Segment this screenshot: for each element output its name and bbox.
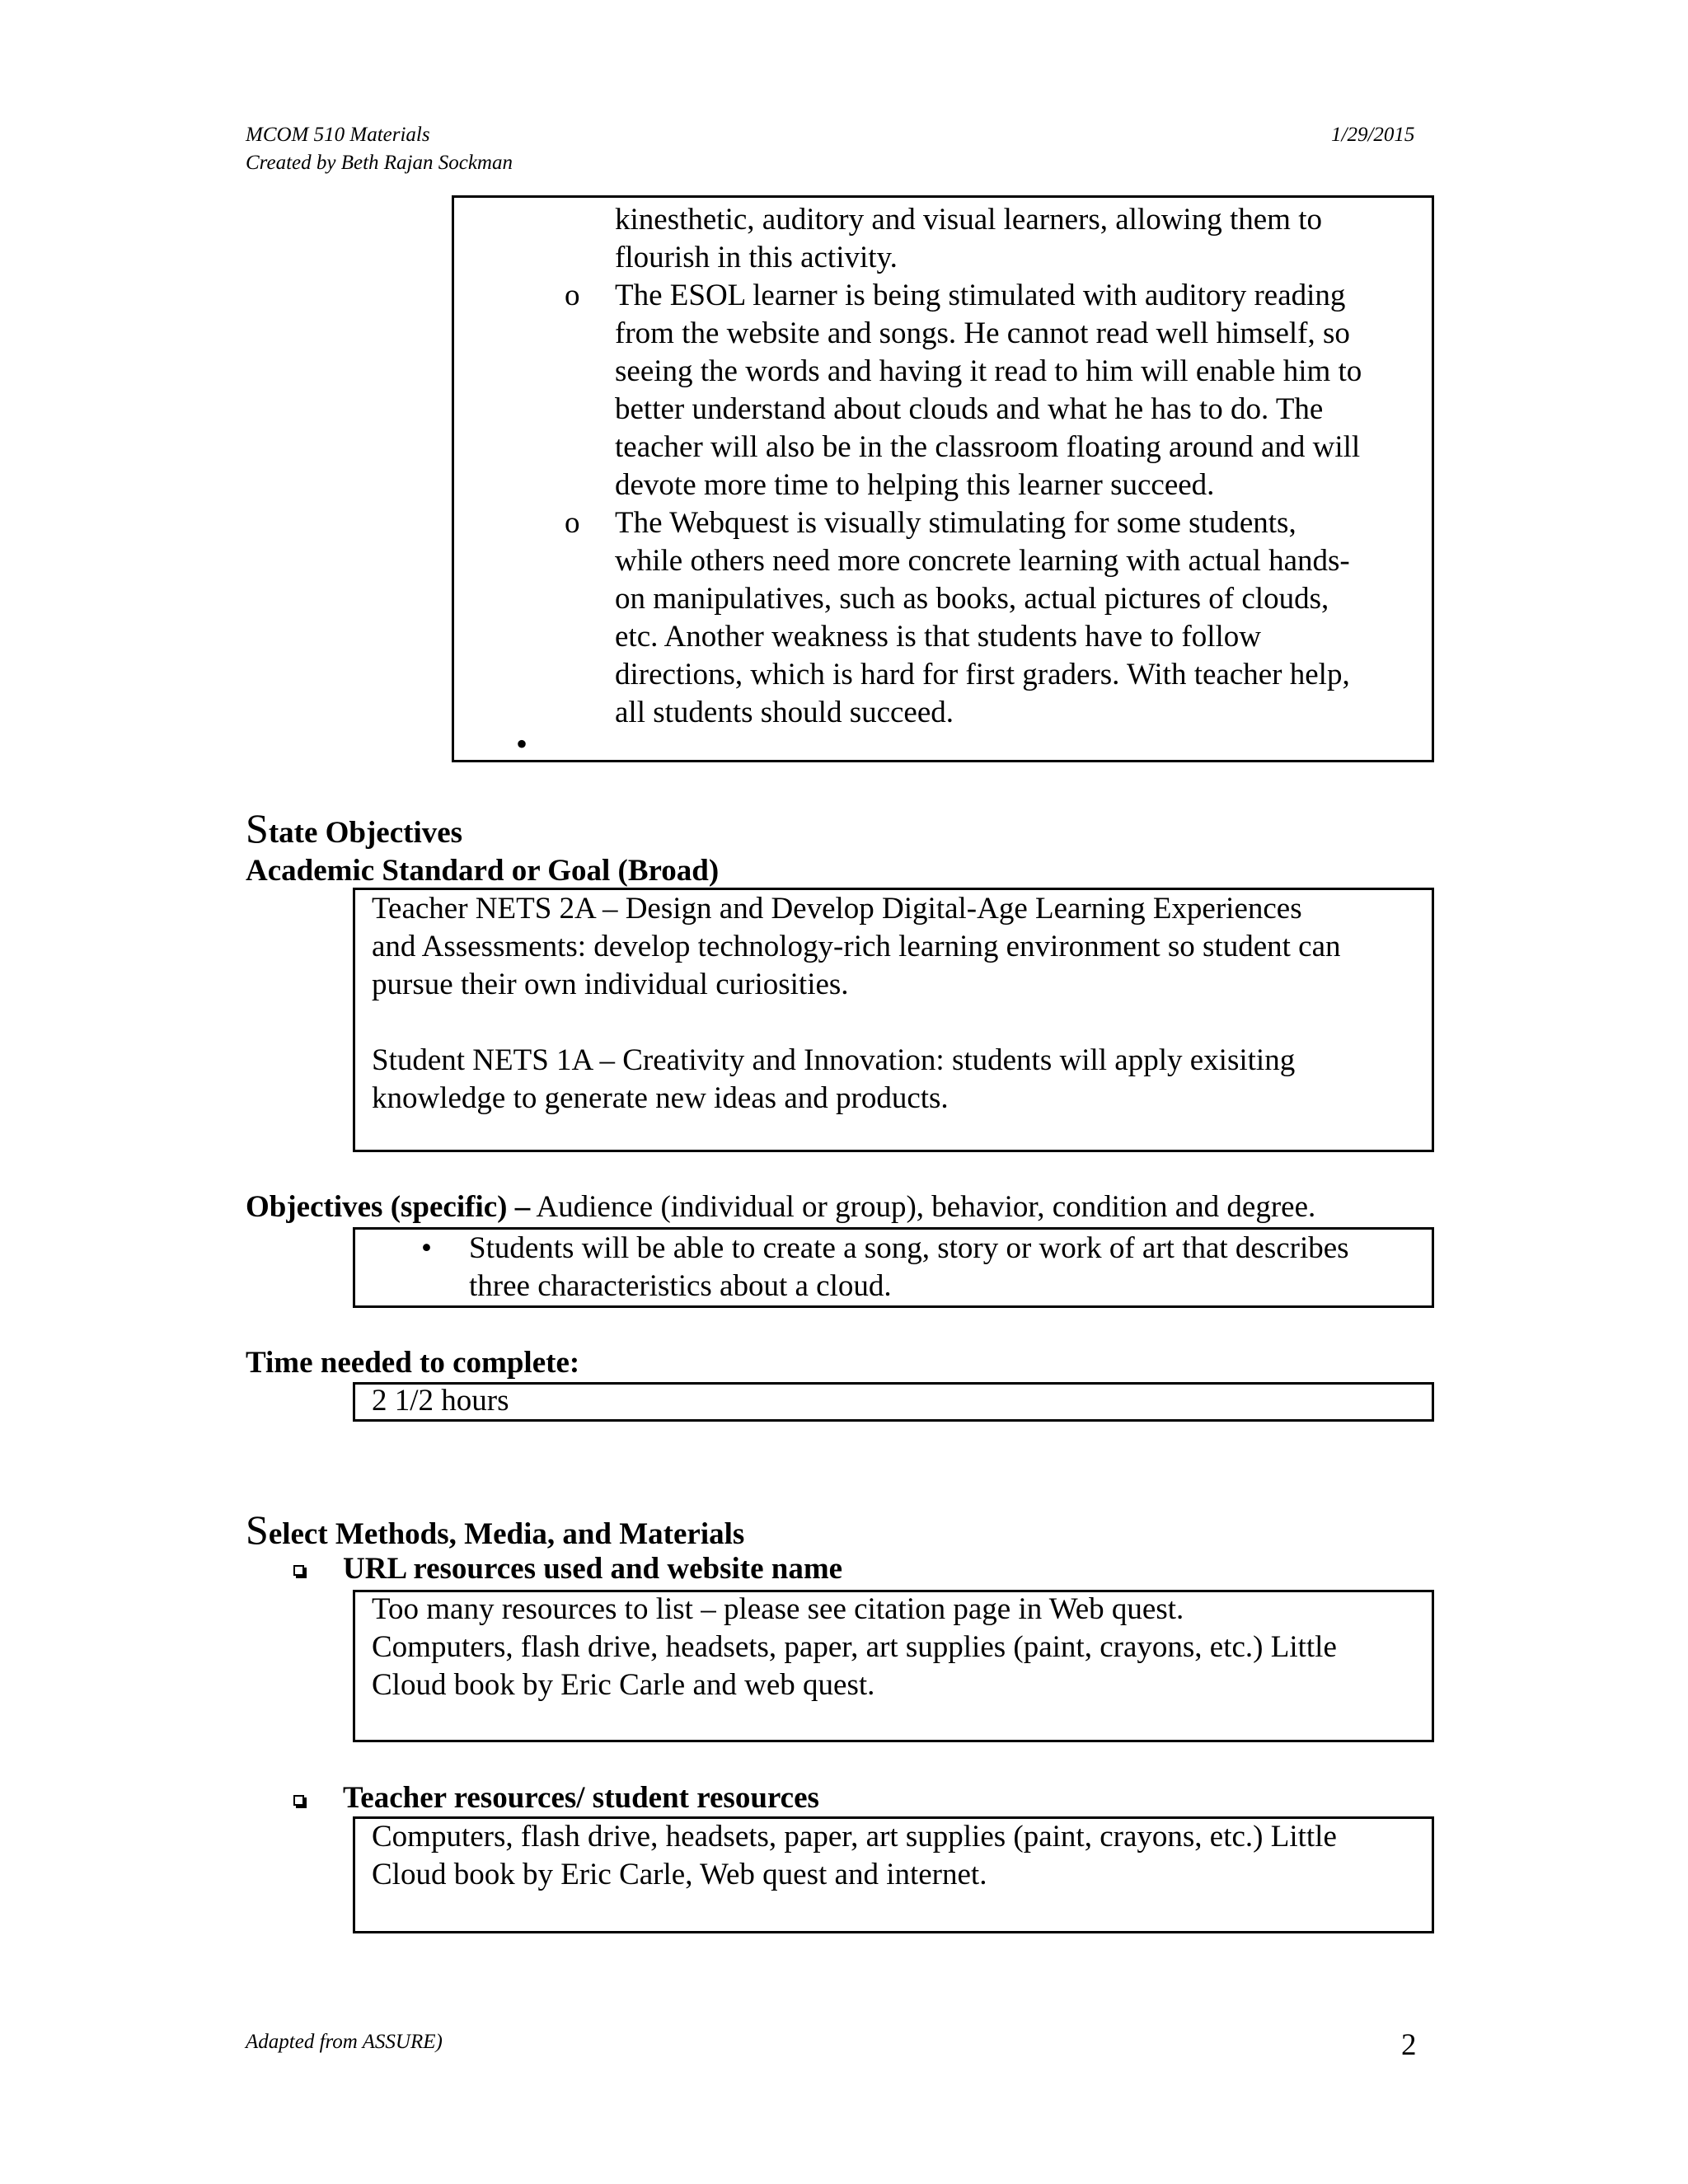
standards-line: knowledge to generate new ideas and products. [372,1081,949,1115]
list-marker: o [565,506,580,540]
list-item-line: etc. Another weakness is that students have to follow [615,620,1262,654]
standards-line: Teacher NETS 2A – Design and Develop Digital-Age Learning Experiences [372,892,1302,926]
teacher-resources-box [353,1816,1434,1933]
time-needed-heading: Time needed to complete: [246,1346,580,1380]
list-item-line: on manipulatives, such as books, actual pictures of clouds, [615,582,1329,616]
standards-line: Student NETS 1A – Creativity and Innovation: students will apply exisiting [372,1043,1296,1077]
header-course: MCOM 510 Materials [246,124,430,146]
objective-bullet: • [421,1231,432,1265]
checkbox-square-icon [293,1565,304,1576]
list-item-line: from the website and songs. He cannot read well himself, so [615,316,1350,350]
objectives-specific-heading [246,1189,1315,1225]
list-item-line: seeing the words and having it read to him will enable him to [615,354,1362,388]
header-author: Created by Beth Rajan Sockman [246,152,513,174]
url-resources-line: Cloud book by Eric Carle and web quest. [372,1668,875,1702]
heading-rest: tate Objectives [268,816,463,850]
objectives-description: Audience (individual or group), behavior, condition and degree. [530,1190,1316,1224]
standards-box [353,888,1434,1152]
list-item-line: teacher will also be in the classroom floating around and will [615,430,1361,464]
empty-bullet: • [516,725,528,762]
footer-note: Adapted from ASSURE) [246,2031,443,2053]
objective-line: three characteristics about a cloud. [469,1269,892,1303]
standards-text [372,890,1341,1118]
time-value: 2 1/2 hours [372,1384,509,1418]
list-item-line: devote more time to helping this learner succeed. [615,468,1215,502]
url-resources-line: Too many resources to list – please see citation page in Web quest. [372,1592,1184,1626]
url-resources-text [372,1591,1337,1704]
heading-initial: S [246,1507,269,1553]
accommodations-box [452,195,1434,762]
list-item-line: all students should succeed. [615,696,954,729]
lead-line: kinesthetic, auditory and visual learners, allowing them to [615,203,1322,237]
heading-rest: elect Methods, Media, and Materials [268,1517,745,1551]
state-objectives-heading [246,804,462,852]
lead-line: flourish in this activity. [615,241,898,274]
lead-paragraph [615,201,1322,277]
list-item-line: directions, which is hard for first graders. With teacher help, [615,658,1350,691]
webquest-paragraph [615,504,1350,732]
url-resources-box [353,1590,1434,1742]
teacher-resources-line: Computers, flash drive, headsets, paper, art supplies (paint, crayons, etc.) Little [372,1820,1337,1854]
page-number: 2 [1401,2028,1417,2062]
objectives-label: Objectives (specific) – [246,1190,531,1224]
teacher-resources-heading: Teacher resources/ student resources [343,1781,819,1815]
list-marker: o [565,279,580,312]
objectives-box [353,1227,1434,1308]
objective-line: Students will be able to create a song, story or work of art that describes [469,1231,1349,1265]
standards-line: and Assessments: develop technology-rich learning environment so student can [372,930,1341,963]
standards-line [372,1004,1341,1042]
objective-text [469,1230,1349,1305]
time-box [353,1382,1434,1422]
teacher-resources-text [372,1818,1337,1894]
list-item-line: The ESOL learner is being stimulated with auditory reading [615,279,1346,312]
url-resources-line: Computers, flash drive, headsets, paper, art supplies (paint, crayons, etc.) Little [372,1630,1337,1664]
teacher-resources-line: Cloud book by Eric Carle, Web quest and internet. [372,1858,987,1891]
list-item-line: while others need more concrete learning with actual hands- [615,544,1350,578]
standards-line: pursue their own individual curiosities. [372,968,849,1001]
list-item-line: The Webquest is visually stimulating for some students, [615,506,1296,540]
checkbox-square-icon [293,1795,304,1806]
academic-standard-heading: Academic Standard or Goal (Broad) [246,854,720,888]
select-methods-heading [246,1506,744,1554]
url-resources-heading: URL resources used and website name [343,1552,843,1586]
header-date: 1/29/2015 [1331,124,1415,146]
heading-initial: S [246,805,269,851]
list-item-line: better understand about clouds and what he has to do. The [615,392,1324,426]
esol-paragraph [615,277,1362,504]
